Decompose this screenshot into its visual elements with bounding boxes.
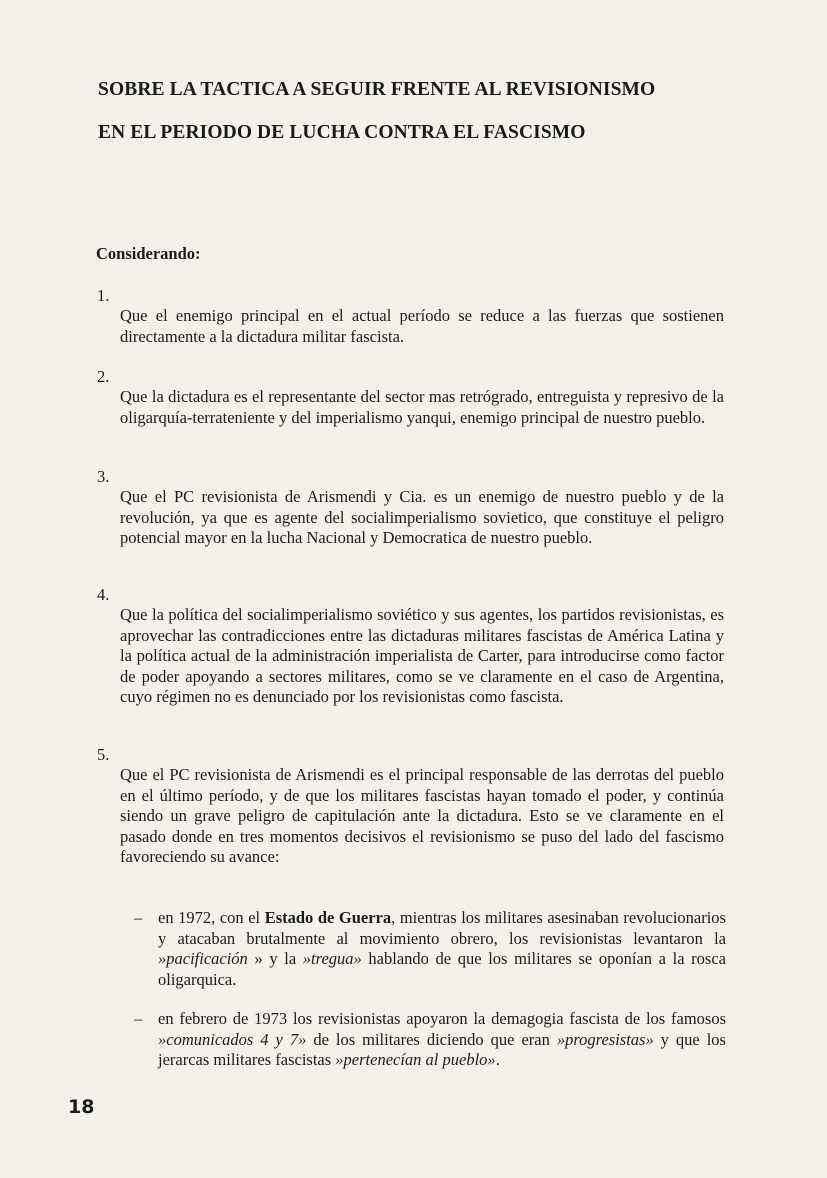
sub2-text-b: de los militares diciendo que eran: [306, 1029, 557, 1049]
item-number-4: 4.: [97, 585, 110, 604]
sub-item-1: [134, 908, 726, 990]
item-number-2: 2.: [97, 367, 110, 386]
sub2-text-c: y que los jerarcas militares fascistas: [158, 1029, 726, 1069]
sub1-italic-b: »tregua»: [302, 949, 362, 968]
dash: –: [134, 1009, 143, 1028]
sub2-italic-b: »progresistas»: [556, 1029, 654, 1049]
item-number-5: 5.: [97, 745, 110, 764]
item-number-1: 1.: [97, 286, 110, 305]
sub2-italic-a: »comunicados 4 y 7»: [158, 1029, 307, 1049]
item-number-3: 3.: [97, 467, 110, 486]
sub2-text-d: .: [495, 1050, 500, 1069]
sub1-text-d: hablando de que los militares se oponían a la rosca oligarquica.: [158, 949, 726, 989]
item-text-1: Que el enemigo principal en el actual período se reduce a las fuerzas que sostienen directamente a la dictadura militar fascista.: [120, 306, 724, 346]
sub2-italic-c: »pertenecían al pueblo»: [335, 1050, 496, 1069]
item-text-4: Que la política del socialimperialismo soviético y sus agentes, los partidos revisionistas, es aprovechar las contradicciones entre las dictaduras militares fascistas de América Latina y la política actual de la administración imperialista de Carter, para introducirse como factor de poder apoyando a sectores militares, como se ve claramente en el caso de Argentina, cuyo régimen no es denunciado por los revisionistas como fascista.: [120, 605, 724, 706]
sub-item-2: [134, 1009, 726, 1071]
title-line-1: SOBRE LA TACTICA A SEGUIR FRENTE AL REVISIONISMO: [98, 79, 656, 100]
sub2-text-a: en febrero de 1973 los revisionistas apoyaron la demagogia fascista de los famosos: [158, 1009, 726, 1028]
sub1-italic-a: »pacificación: [158, 949, 248, 968]
item-text-5: Que el PC revisionista de Arismendi es el principal responsable de las derrotas del pueblo en el último período, y de que los militares fascistas hayan tomado el poder, y continúa siendo un grave peligro de capitulación ante la dictadura. Esto se ve claramente en el pasado donde en tres momentos decisivos el revisionismo se puso del lado del fascismo favoreciendo su avance:: [120, 765, 724, 866]
page-title: [98, 68, 758, 154]
sub1-text-c: » y la: [247, 949, 303, 968]
sub1-bold: Estado de Guerra: [264, 908, 392, 927]
title-line-2: EN EL PERIODO DE LUCHA CONTRA EL FASCISMO: [98, 122, 586, 143]
considerando-heading: Considerando:: [96, 244, 201, 263]
dash: –: [134, 908, 143, 927]
page-number: 18: [68, 1096, 95, 1118]
sub1-text-a: en 1972, con el: [158, 908, 265, 927]
item-text-2: Que la dictadura es el representante del sector mas retrógrado, entreguista y represivo de la oligarquía-terrateniente y del imperialismo yanqui, enemigo principal de nuestro pueblo.: [120, 387, 724, 427]
sub1-text-b: , mientras los militares asesinaban revolucionarios y atacaban brutalmente al movimiento obrero, los revisionistas levantaron la: [158, 908, 726, 948]
item-text-3: Que el PC revisionista de Arismendi y Cia. es un enemigo de nuestro pueblo y de la revolución, ya que es agente del socialimperialismo sovietico, que constituye el peligro potencial mayor en la lucha Nacional y Democratica de nuestro pueblo.: [120, 487, 724, 547]
